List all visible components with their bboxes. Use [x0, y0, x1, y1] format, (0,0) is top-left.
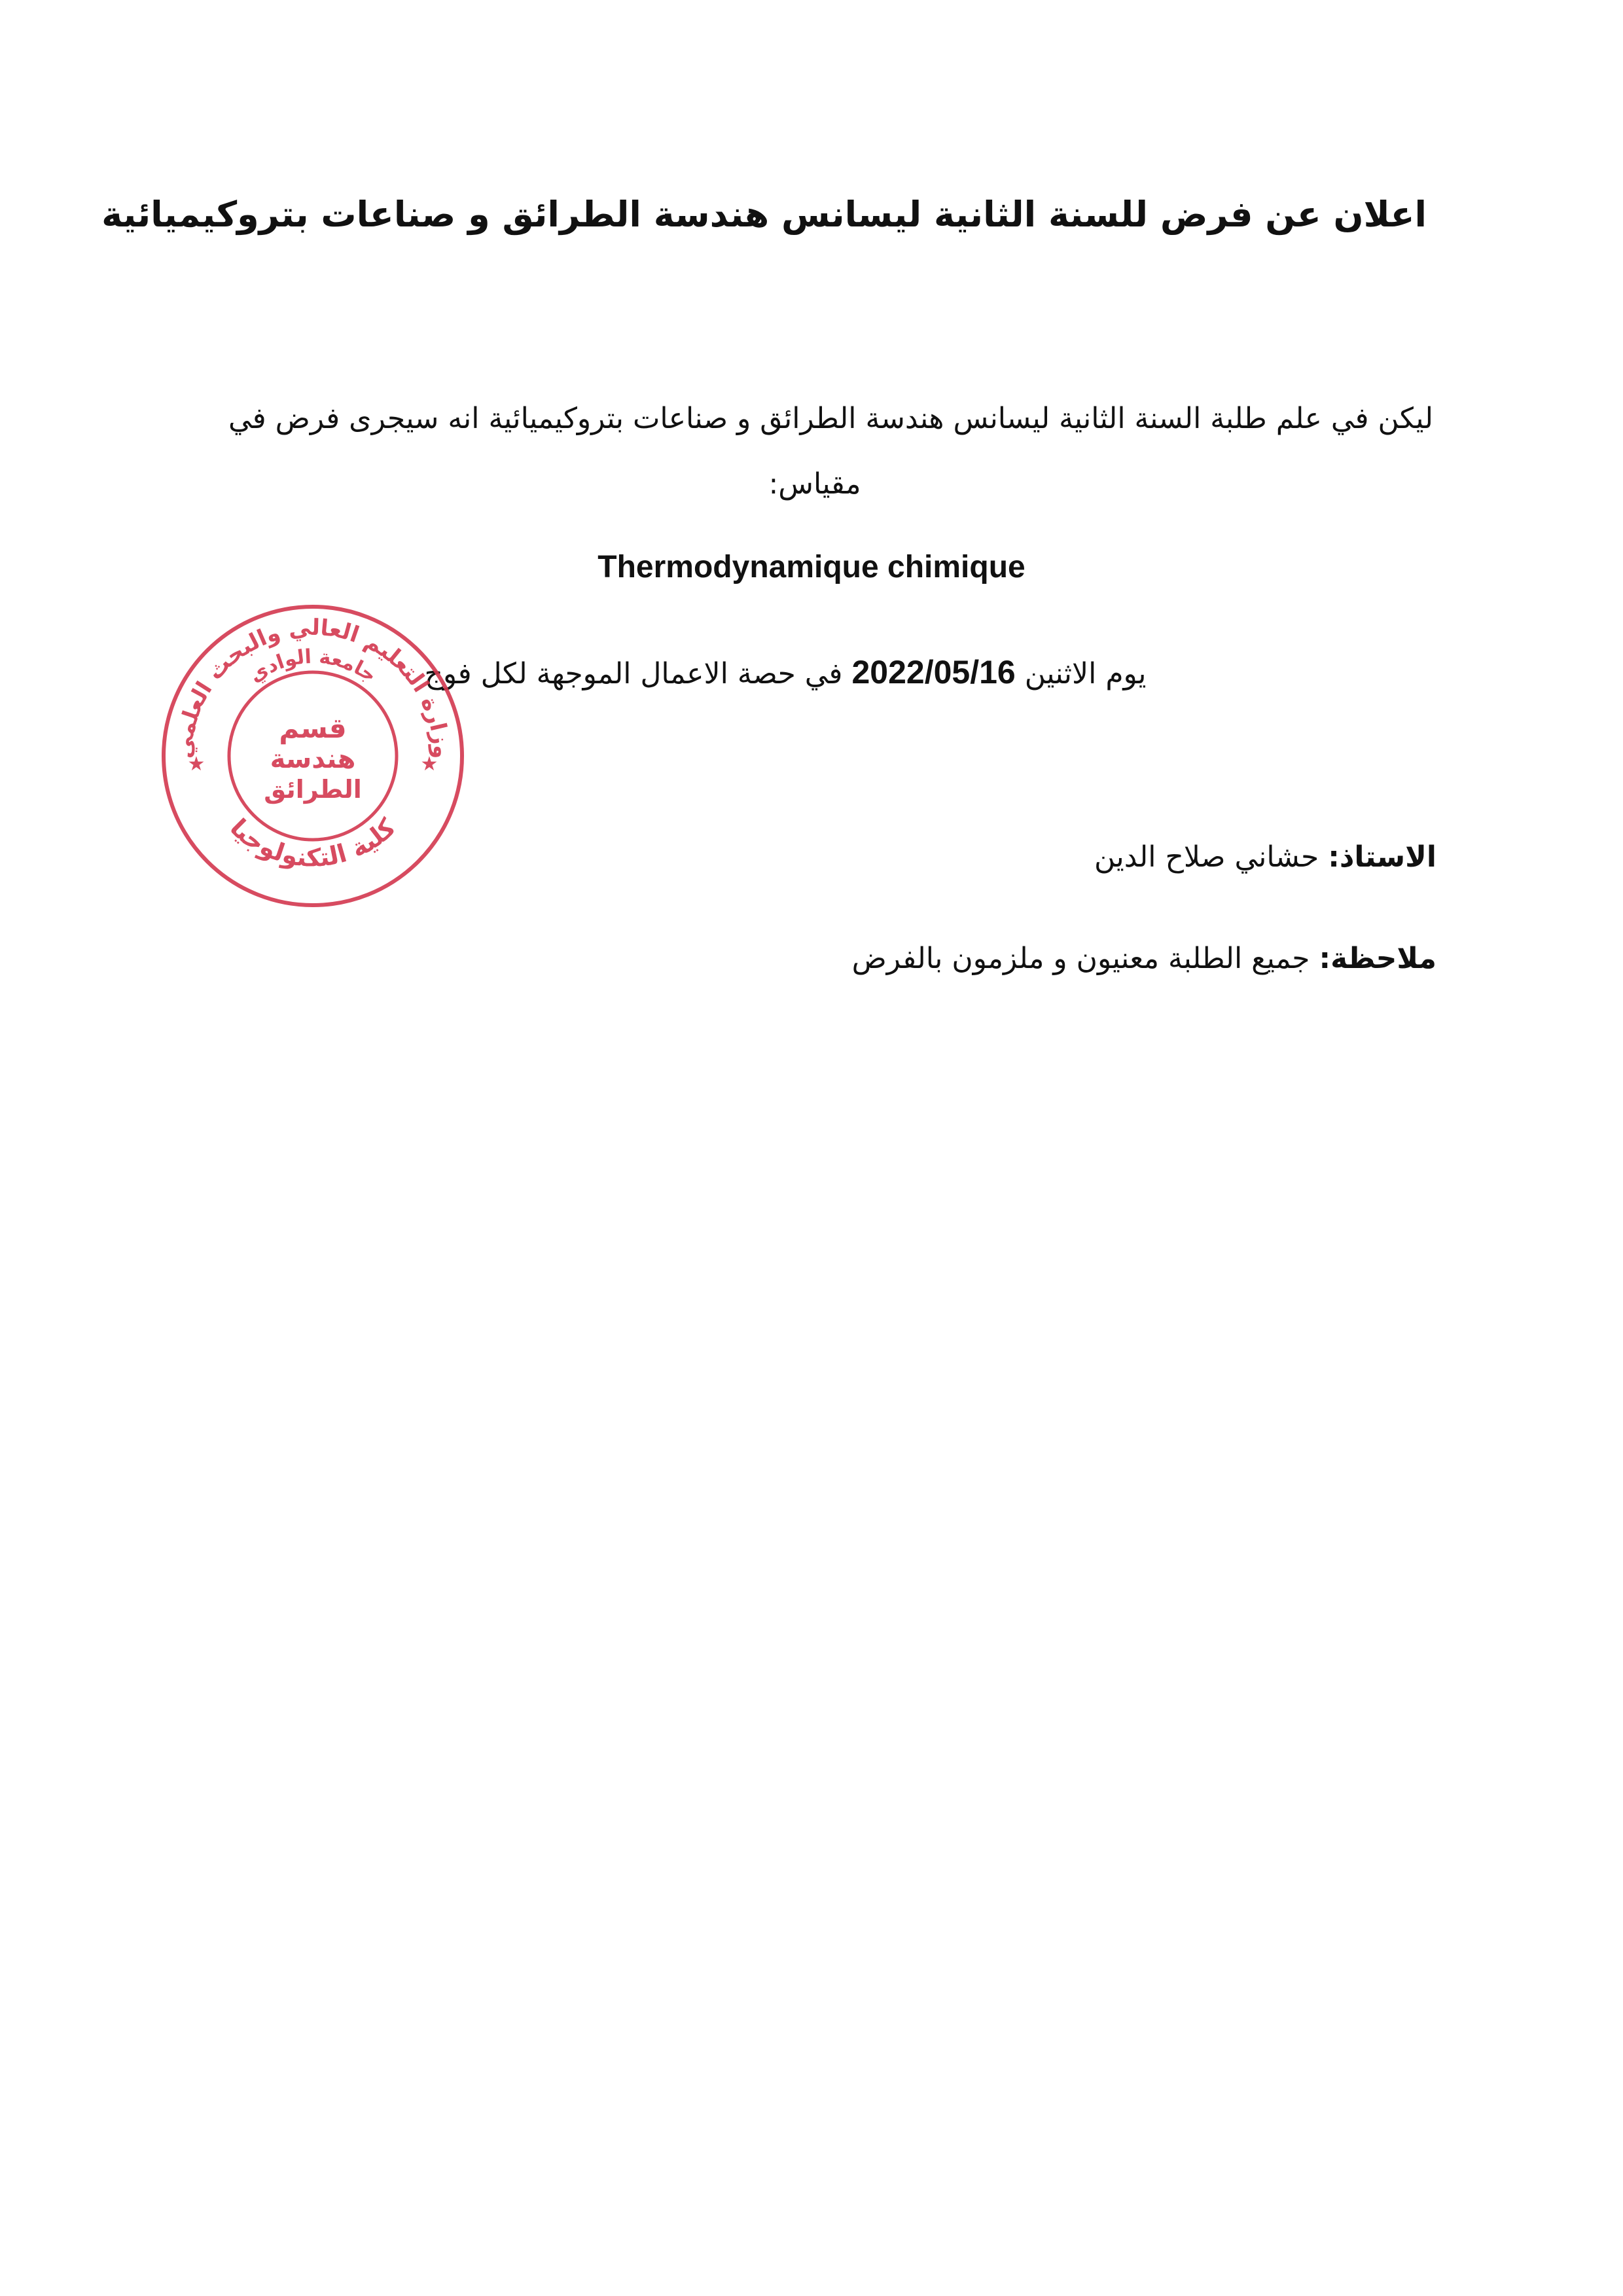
announcement-title: اعلان عن فرض للسنة الثانية ليسانس هندسة الطرائق و صناعات بتروكيميائية	[101, 194, 1427, 235]
stamp-center-line-1: قسم	[279, 712, 347, 744]
stamp-graphic	[156, 599, 470, 913]
professor-line	[520, 834, 1436, 880]
note-text: جميع الطلبة معنيون و ملزمون بالفرض	[851, 942, 1310, 975]
professor-label: الاستاذ:	[1328, 840, 1436, 874]
date-prefix: يوم الاثنين	[1024, 657, 1147, 691]
professor-name: حشاني صلاح الدين	[1094, 840, 1319, 874]
exam-date: 2022/05/16	[851, 654, 1016, 691]
subject-title: Thermodynamique chimique	[597, 550, 1026, 584]
stamp-star-right: ★	[420, 753, 438, 776]
note-line	[520, 936, 1436, 982]
exam-date-line	[366, 649, 1204, 697]
stamp-faculty-text: كلية التكنولوجيا	[224, 813, 402, 872]
note-label: ملاحظة:	[1319, 942, 1436, 975]
department-stamp	[156, 599, 470, 913]
stamp-center-line-3: الطرائق	[264, 775, 362, 804]
date-suffix: في حصة الاعمال الموجهة لكل فوج	[424, 657, 843, 691]
intro-line-1: ليكن في علم طلبة السنة الثانية ليسانس هندسة الطرائق و صناعات بتروكيميائية انه سيجرى فرض في	[228, 402, 1433, 435]
stamp-star-left: ★	[187, 753, 205, 776]
stamp-university-text: جامعة الوادي	[245, 645, 381, 688]
stamp-center-line-2: هندسة	[270, 744, 356, 774]
announcement-intro	[196, 386, 1433, 517]
intro-line-2: مقياس:	[768, 467, 861, 501]
stamp-ministry-text: وزارة التعليم العالي والبحث العلمي	[171, 614, 455, 760]
